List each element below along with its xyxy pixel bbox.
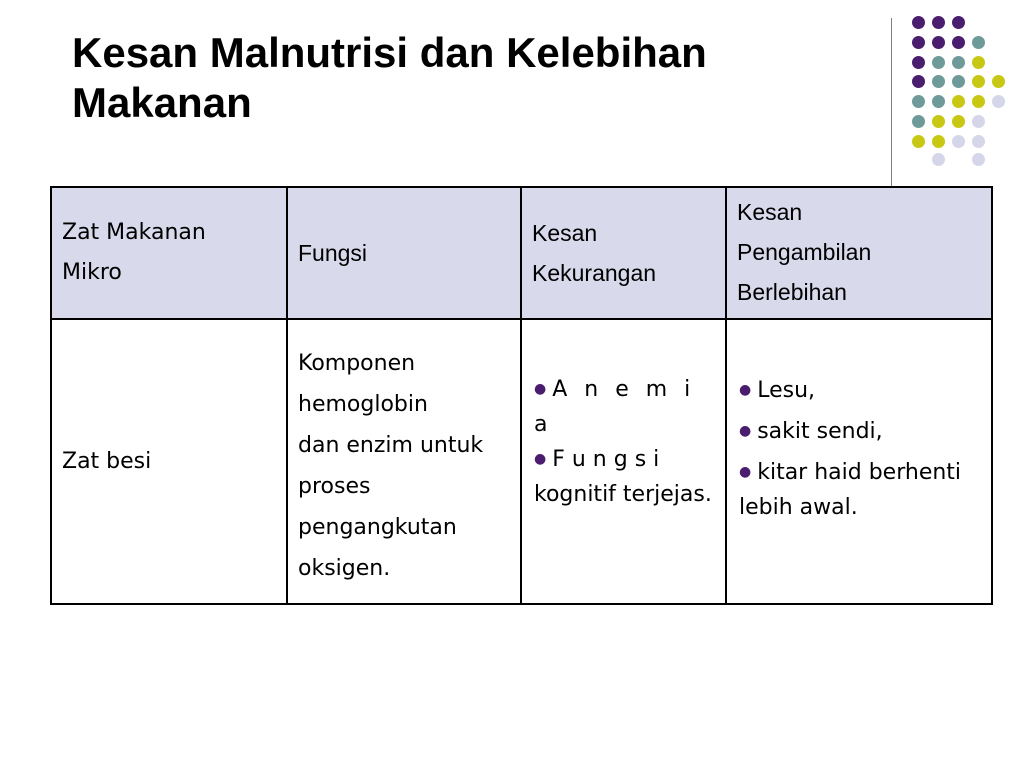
decorative-dot-yellow [972, 75, 985, 88]
function-text-line: Komponen [298, 350, 416, 376]
bullet-icon: ● [739, 422, 752, 439]
decorative-dot-teal [932, 95, 945, 108]
decorative-dot-teal [912, 115, 925, 128]
function-text-line: proses [298, 473, 371, 499]
header-zat-makanan-mikro [51, 187, 287, 319]
decorative-dot-purple [932, 16, 945, 29]
excess-text: sakit sendi, [757, 418, 883, 444]
header-text: Kesan [532, 220, 598, 246]
decorative-vertical-line [891, 18, 892, 186]
nutrition-table [50, 186, 993, 605]
cell-nutrient [51, 319, 287, 604]
decorative-dot-purple [912, 36, 925, 49]
decorative-dot-teal [932, 75, 945, 88]
decorative-dot-yellow [972, 56, 985, 69]
list-item [739, 414, 981, 449]
header-text: Mikro [62, 260, 122, 285]
list-item [739, 373, 981, 408]
slide-title-line-2: Makanan [72, 79, 252, 126]
decorative-dot-lavender [952, 135, 965, 148]
cell-deficiency [521, 319, 726, 604]
decorative-dot-purple [952, 16, 965, 29]
deficiency-text: A n e m i a [534, 376, 696, 437]
cell-excess [726, 319, 992, 604]
decorative-dot-yellow [912, 135, 925, 148]
header-text: Fungsi [298, 240, 368, 266]
excess-list [739, 373, 981, 525]
decorative-dot-lavender [932, 153, 945, 166]
function-text-line: oksigen. [298, 555, 391, 581]
decorative-dot-purple [932, 36, 945, 49]
decorative-dot-teal [972, 36, 985, 49]
decorative-dot-yellow [952, 95, 965, 108]
decorative-dot-purple [952, 36, 965, 49]
header-text: Kekurangan [532, 260, 657, 286]
decorative-dot-purple [912, 75, 925, 88]
excess-text: Lesu, [757, 377, 816, 403]
header-fungsi [287, 187, 521, 319]
deficiency-text: F u n g s i kognitif terjejas. [534, 446, 712, 507]
header-text: Kesan [737, 199, 803, 225]
decorative-dot-yellow [932, 135, 945, 148]
decorative-dot-teal [952, 75, 965, 88]
cell-function [287, 319, 521, 604]
bullet-icon: ● [739, 463, 752, 480]
decorative-dot-lavender [972, 135, 985, 148]
decorative-dot-yellow [992, 75, 1005, 88]
bullet-icon: ● [534, 380, 547, 397]
bullet-icon: ● [534, 450, 547, 467]
header-text: Pengambilan [737, 239, 872, 265]
header-text: Zat Makanan [62, 220, 206, 245]
list-item [534, 442, 719, 512]
decorative-dot-yellow [932, 115, 945, 128]
decorative-dot-lavender [972, 153, 985, 166]
function-text-line: pengangkutan [298, 514, 457, 540]
bullet-icon: ● [739, 381, 752, 398]
nutrient-name: Zat besi [62, 449, 152, 474]
list-item [739, 455, 981, 525]
decorative-dot-lavender [992, 95, 1005, 108]
table-row [51, 319, 992, 604]
decorative-dot-purple [912, 16, 925, 29]
decorative-dot-lavender [972, 115, 985, 128]
function-text-line: dan enzim untuk [298, 432, 484, 458]
decorative-dot-purple [912, 56, 925, 69]
decorative-dot-teal [912, 95, 925, 108]
decorative-dot-teal [932, 56, 945, 69]
excess-text: kitar haid berhenti lebih awal. [739, 459, 962, 520]
header-text: Berlebihan [737, 279, 847, 305]
slide-title-line-1: Kesan Malnutrisi dan Kelebihan [72, 29, 707, 76]
function-text-line: hemoglobin [298, 391, 428, 417]
decorative-dot-yellow [972, 95, 985, 108]
header-kesan-kekurangan [521, 187, 726, 319]
list-item [534, 372, 719, 442]
table-header-row [51, 187, 992, 319]
header-kesan-pengambilan-berlebihan [726, 187, 992, 319]
decorative-dot-yellow [952, 115, 965, 128]
deficiency-list [534, 372, 719, 512]
decorative-dot-teal [952, 56, 965, 69]
slide-title [72, 28, 872, 128]
